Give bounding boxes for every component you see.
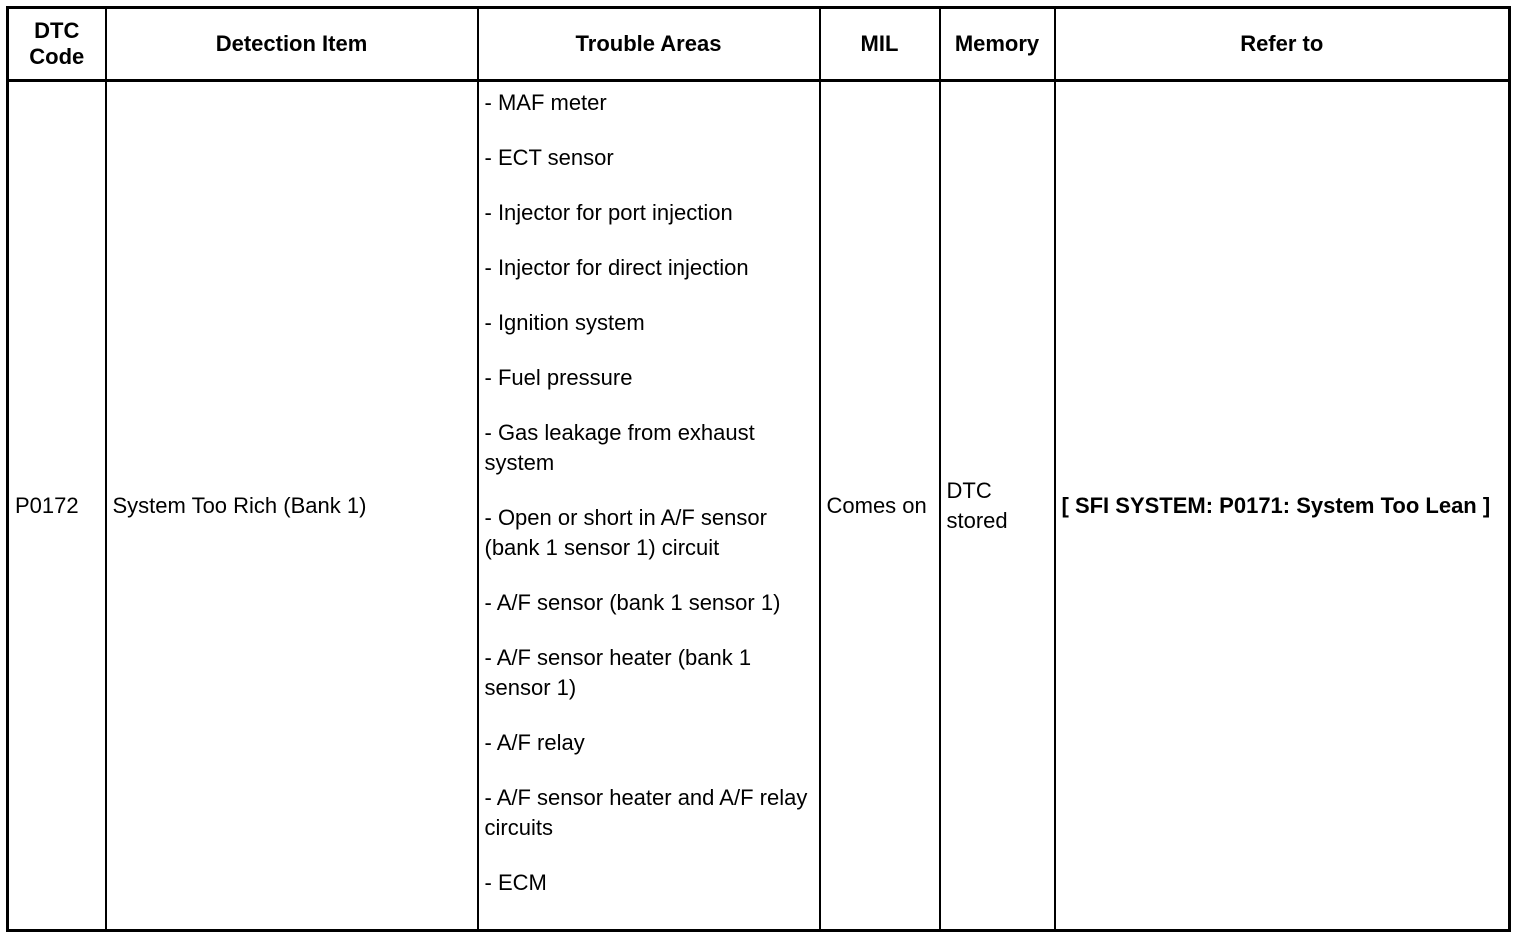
header-refer-to: Refer to [1055, 8, 1510, 81]
trouble-area-item: - A/F relay [484, 730, 585, 755]
cell-refer-to [1055, 81, 1510, 931]
trouble-area-item: - Gas leakage from exhaust system [484, 420, 755, 475]
trouble-areas-list [485, 88, 813, 898]
trouble-area-item: - Injector for direct injection [484, 255, 749, 280]
cell-dtc-code: P0172 [8, 81, 106, 931]
trouble-area-item: - A/F sensor heater and A/F relay circuits [484, 785, 808, 840]
header-dtc-code-line1: DTC [34, 18, 80, 43]
cell-trouble-areas [478, 81, 820, 931]
trouble-area-item: - Ignition system [484, 310, 645, 335]
trouble-area-item: - MAF meter [484, 90, 607, 115]
cell-detection-item: System Too Rich (Bank 1) [106, 81, 478, 931]
trouble-area-item: - A/F sensor (bank 1 sensor 1) [484, 590, 781, 615]
header-memory: Memory [940, 8, 1055, 81]
trouble-area-item: - ECT sensor [484, 145, 614, 170]
header-mil: MIL [820, 8, 940, 81]
trouble-area-item: - Injector for port injection [484, 200, 733, 225]
header-row [8, 8, 1510, 81]
trouble-area-item: - A/F sensor heater (bank 1 sensor 1) [484, 645, 752, 700]
trouble-area-item: - Fuel pressure [484, 365, 633, 390]
dtc-table [6, 6, 1511, 932]
header-detection-item: Detection Item [106, 8, 478, 81]
cell-memory: DTC stored [940, 81, 1055, 931]
header-trouble-areas: Trouble Areas [478, 8, 820, 81]
trouble-area-item: - Open or short in A/F sensor (bank 1 sensor 1) circuit [484, 505, 767, 560]
header-dtc-code-line2: Code [29, 44, 85, 69]
trouble-area-item: - ECM [484, 870, 547, 895]
cell-mil: Comes on [820, 81, 940, 931]
table-row [8, 81, 1510, 931]
header-dtc-code [8, 8, 106, 81]
refer-to-link[interactable]: [ SFI SYSTEM: P0171: System Too Lean ] [1061, 492, 1491, 518]
